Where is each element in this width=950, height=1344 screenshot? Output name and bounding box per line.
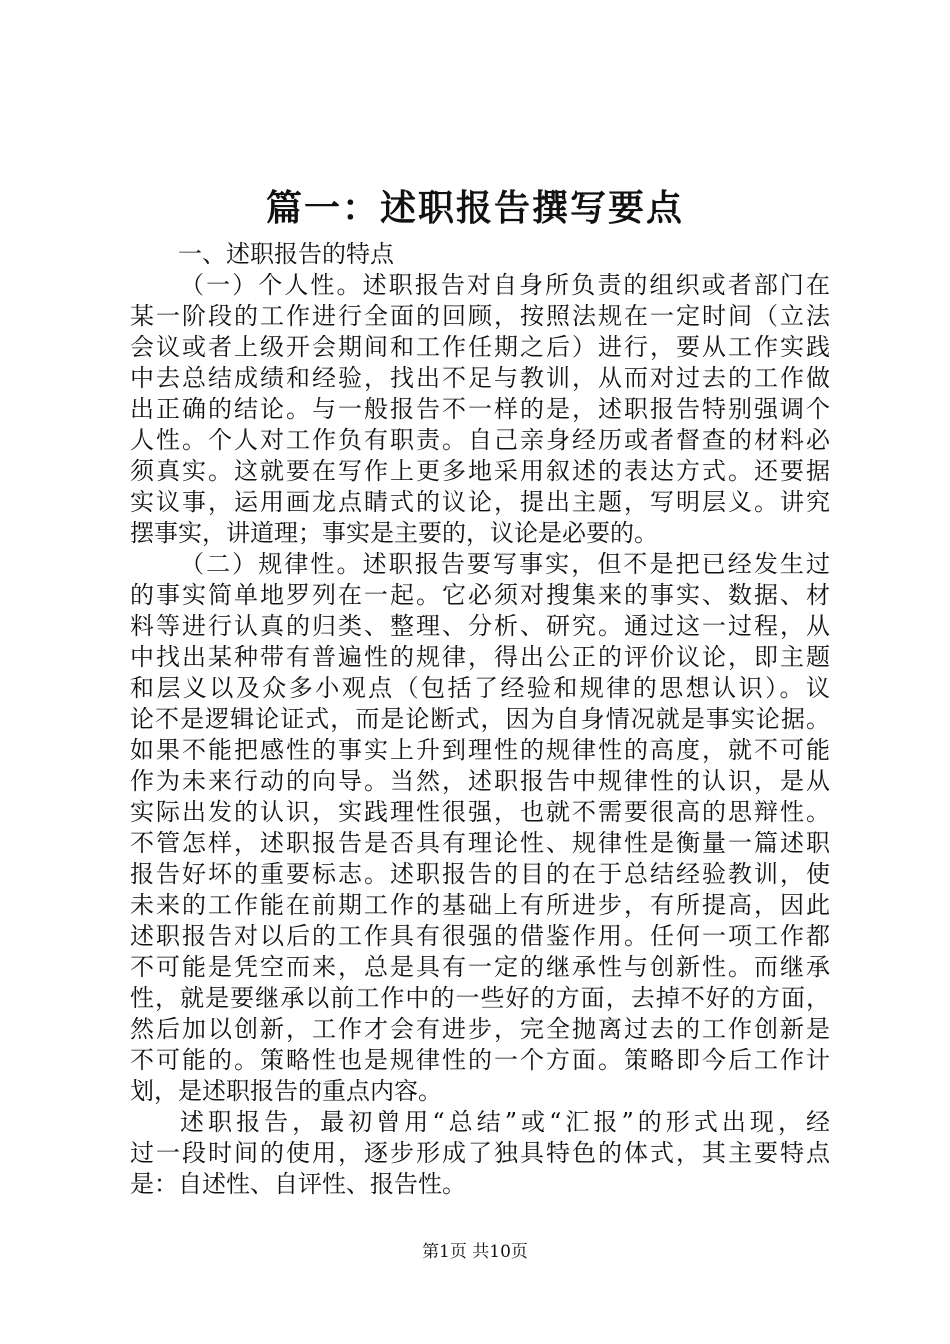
paragraph-line: 不可能是凭空而来，总是具有一定的继承性与创新性。而继承: [130, 953, 830, 981]
paragraph-line: 未来的工作能在前期工作的基础上有所进步，有所提高，因此: [130, 891, 830, 919]
paragraph-line: 实际出发的认识，实践理性很强，也就不需要很高的思辩性。: [130, 798, 830, 826]
paragraph-line: 论不是逻辑论证式，而是论断式，因为自身情况就是事实论据。: [130, 705, 830, 733]
paragraph-line: 人性。个人对工作负有职责。自己亲身经历或者督查的材料必: [130, 426, 830, 454]
paragraph-line: 述职报告，最初曾用“总结”或“汇报”的形式出现，经: [180, 1108, 830, 1136]
paragraph-line: （二）规律性。述职报告要写事实，但不是把已经发生过: [180, 550, 830, 578]
paragraph-line: 作为未来行动的向导。当然，述职报告中规律性的认识，是从: [130, 767, 830, 795]
paragraph-line: 然后加以创新，工作才会有进步，完全抛离过去的工作创新是: [130, 1015, 830, 1043]
paragraph-line: 实议事，运用画龙点睛式的议论，提出主题，写明层义。讲究: [130, 488, 830, 516]
document-title: 篇一：述职报告撰写要点: [265, 187, 684, 229]
paragraph-line: 不可能的。策略性也是规律性的一个方面。策略即今后工作计: [130, 1046, 830, 1074]
paragraph-line: 中去总结成绩和经验，找出不足与教训，从而对过去的工作做: [130, 364, 830, 392]
paragraph-line: 摆事实，讲道理；事实是主要的，议论是必要的。: [130, 519, 658, 547]
body-paragraph: [130, 270, 830, 549]
paragraph-line: 述职报告对以后的工作具有很强的借鉴作用。任何一项工作都: [130, 922, 830, 950]
body-paragraph: [130, 1107, 830, 1200]
paragraph-line: 是：自述性、自评性、报告性。: [130, 1170, 466, 1198]
paragraph-line: 性，就是要继承以前工作中的一些好的方面，去掉不好的方面，: [130, 984, 830, 1012]
section-heading: 一、述职报告的特点: [178, 240, 394, 268]
paragraph-line: 会议或者上级开会期间和工作任期之后）进行，要从工作实践: [130, 333, 830, 361]
paragraph-line: 不管怎样，述职报告是否具有理论性、规律性是衡量一篇述职: [130, 829, 830, 857]
paragraph-line: 某一阶段的工作进行全面的回顾，按照法规在一定时间（立法: [130, 302, 830, 330]
page-number: 第1页 共10页: [422, 1242, 528, 1262]
paragraph-line: 出正确的结论。与一般报告不一样的是，述职报告特别强调个: [130, 395, 830, 423]
paragraph-line: 报告好坏的重要标志。述职报告的目的在于总结经验教训，使: [130, 860, 830, 888]
paragraph-line: 划，是述职报告的重点内容。: [130, 1077, 442, 1105]
document-body: [130, 239, 830, 1200]
paragraph-line: 如果不能把感性的事实上升到理性的规律性的高度，就不可能: [130, 736, 830, 764]
paragraph-line: 和层义以及众多小观点（包括了经验和规律的思想认识）。议: [130, 674, 830, 702]
paragraph-line: 过一段时间的使用，逐步形成了独具特色的体式，其主要特点: [130, 1139, 830, 1167]
body-paragraph: [130, 549, 830, 1107]
paragraph-list: [130, 270, 830, 1200]
paragraph-line: 中找出某种带有普遍性的规律，得出公正的评价议论，即主题: [130, 643, 830, 671]
paragraph-line: 料等进行认真的归类、整理、分析、研究。通过这一过程，从: [130, 612, 830, 640]
paragraph-line: （一）个人性。述职报告对自身所负责的组织或者部门在: [180, 271, 830, 299]
paragraph-line: 的事实简单地罗列在一起。它必须对搜集来的事实、数据、材: [130, 581, 830, 609]
paragraph-line: 须真实。这就要在写作上更多地采用叙述的表达方式。还要据: [130, 457, 830, 485]
